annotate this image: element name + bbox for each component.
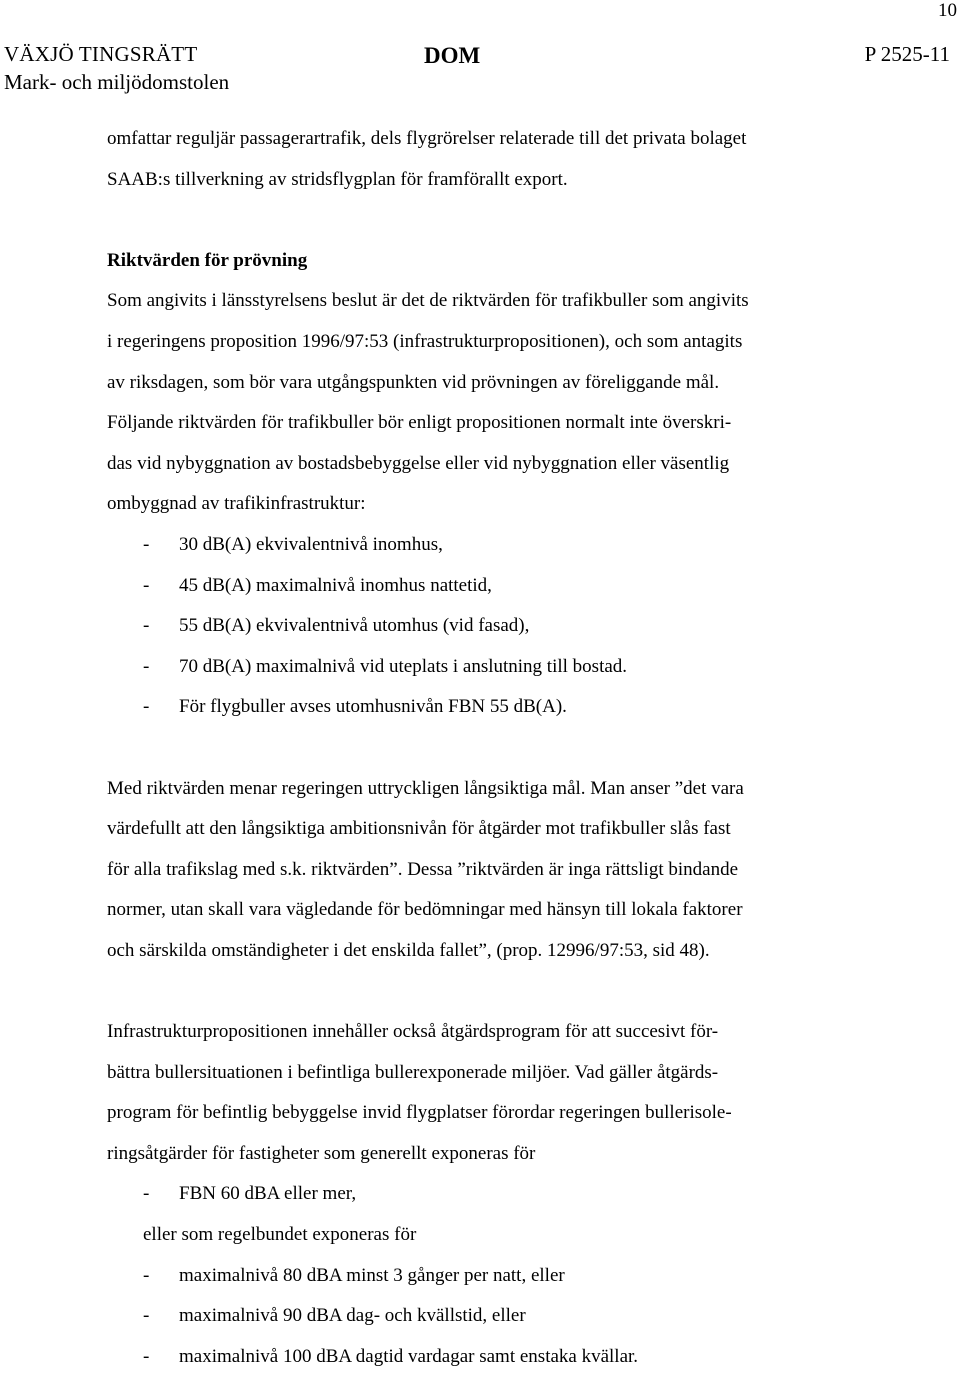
section-heading: Riktvärden för prövning (107, 249, 308, 271)
paragraph-line: av riksdagen, som bör vara utgångspunkten vid prövningen av föreliggande mål. (107, 371, 720, 393)
paragraph-gap (107, 200, 907, 241)
intro-line: omfattar reguljär passagerartrafik, dels flygrörelser relaterade till det privata bolaget (107, 128, 747, 149)
list-item (107, 1296, 907, 1337)
list-item (107, 1174, 907, 1215)
list-item-text: 30 dB(A) ekvivalentnivå inomhus, (179, 533, 443, 555)
paragraph-gap (107, 971, 907, 1012)
paragraph-line: Som angivits i länsstyrelsens beslut är det de riktvärden för trafikbuller som angivits (107, 290, 749, 312)
list-dash: - (143, 615, 150, 637)
list-dash: - (143, 696, 150, 718)
intro-line: SAAB:s tillverkning av stridsflygplan för framförallt export. (107, 168, 568, 190)
list-item-text: För flygbuller avses utomhusnivån FBN 55 dB(A). (179, 696, 567, 718)
case-number: P 2525-11 (864, 42, 950, 66)
page-number: 10 (938, 0, 957, 21)
list-item-text: 45 dB(A) maximalnivå inomhus nattetid, (179, 574, 492, 596)
list-item-text: 55 dB(A) ekvivalentnivå utomhus (vid fasad), (179, 615, 530, 637)
list-dash: - (143, 1305, 150, 1327)
paragraph-gap (107, 728, 907, 769)
paragraph-line: i regeringens proposition 1996/97:53 (infrastrukturpropositionen), och som antagits (107, 330, 743, 352)
paragraph-line: bättra bullersituationen i befintliga bullerexponerade miljöer. Vad gäller åtgärds- (107, 1061, 719, 1083)
list-dash: - (143, 533, 150, 555)
list-item (107, 687, 907, 728)
list-item (107, 566, 907, 607)
list-item-text: maximalnivå 90 dBA dag- och kvällstid, eller (179, 1305, 526, 1327)
list-dash: - (143, 1345, 150, 1367)
list-item-text: FBN 60 dBA eller mer, (179, 1183, 357, 1205)
list-dash: - (143, 1264, 150, 1286)
paragraph-line: Med riktvärden menar regeringen uttryckligen långsiktiga mål. Man anser ”det vara (107, 777, 744, 799)
paragraph-line: för alla trafikslag med s.k. riktvärden”. Dessa ”riktvärden är inga rättsligt bindande (107, 858, 738, 880)
list-item-text: maximalnivå 80 dBA minst 3 gånger per natt, eller (179, 1264, 565, 1286)
paragraph-line: normer, utan skall vara vägledande för bedömningar med hänsyn till lokala faktorer (107, 899, 743, 921)
paragraph-line: och särskilda omständigheter i det enskilda fallet”, (prop. 12996/97:53, sid 48). (107, 939, 710, 961)
list-item (107, 647, 907, 688)
paragraph-line: das vid nybyggnation av bostadsbebyggelse eller vid nybyggnation eller väsentlig (107, 452, 730, 474)
paragraph-line: ombyggnad av trafikinfrastruktur: (107, 493, 366, 515)
list-item-text: maximalnivå 100 dBA dagtid vardagar samt enstaka kvällar. (179, 1345, 639, 1367)
paragraph-line: program för befintlig bebyggelse invid flygplatser förordar regeringen bullerisole- (107, 1102, 732, 1124)
paragraph-line: ringsåtgärder för fastigheter som generellt exponeras för (107, 1142, 536, 1164)
paragraph-line: Följande riktvärden för trafikbuller bör enligt propositionen normalt inte överskri- (107, 412, 732, 434)
list-dash: - (143, 655, 150, 677)
list-item (107, 525, 907, 566)
court-name: VÄXJÖ TINGSRÄTT (4, 42, 198, 66)
list-item (107, 606, 907, 647)
court-department: Mark- och miljödomstolen (4, 70, 230, 94)
document-body (107, 119, 907, 1377)
paragraph-line: värdefullt att den långsiktiga ambitionsnivån för åtgärder mot trafikbuller slås fast (107, 818, 731, 840)
document-type: DOM (424, 43, 481, 68)
list-dash: - (143, 1183, 150, 1205)
list-item-text: 70 dB(A) maximalnivå vid uteplats i anslutning till bostad. (179, 655, 628, 677)
list-connector: eller som regelbundet exponeras för (143, 1224, 417, 1246)
list-item (107, 1256, 907, 1297)
paragraph-line: Infrastrukturpropositionen innehåller också åtgärdsprogram för att succesivt för- (107, 1021, 719, 1043)
document-header (4, 41, 950, 101)
list-item (107, 1337, 907, 1377)
list-dash: - (143, 574, 150, 596)
